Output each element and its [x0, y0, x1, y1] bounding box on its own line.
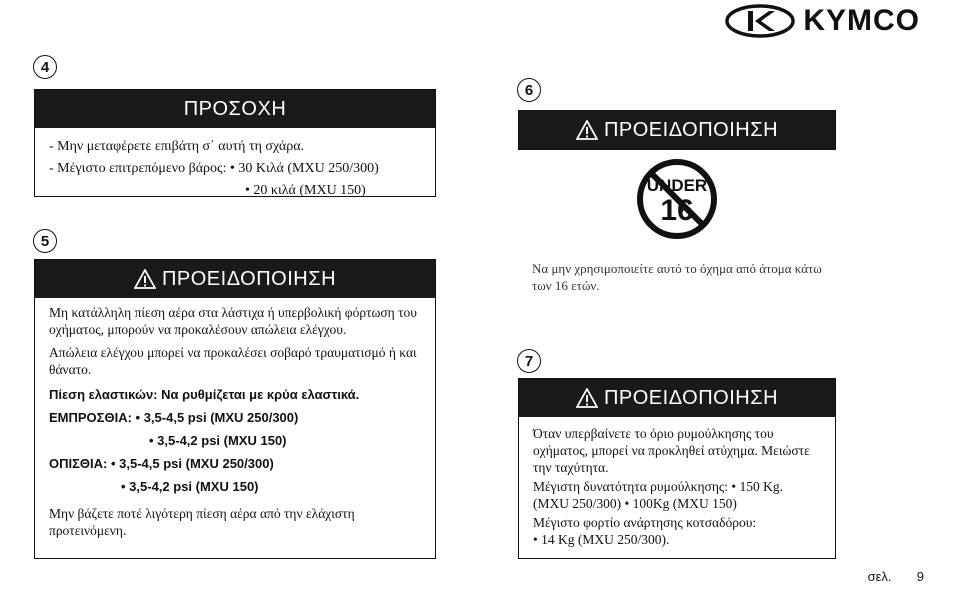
page-label: σελ.: [867, 569, 892, 584]
bullet-icon: •: [731, 479, 740, 494]
section-number: 6: [517, 78, 541, 102]
bullet-icon: •: [624, 496, 633, 511]
pressure-value: 3,5-4,2 psi (MXU 150): [129, 479, 259, 494]
pressure-row: [49, 478, 421, 495]
pressure-value: 3,5-4,2 psi (MXU 150): [157, 433, 287, 448]
pressure-row: [49, 455, 421, 472]
pressure-label: ΕΜΠΡΟΣΘΙΑ:: [49, 410, 132, 425]
weight-value: 30 Κιλά (MXU 250/300): [238, 161, 379, 176]
hitch-value: 14 Kg (MXU 250/300).: [541, 532, 670, 547]
under-16-prohibition-icon: [636, 158, 718, 240]
bullet-icon: •: [229, 161, 239, 176]
section-number: 5: [33, 229, 57, 253]
caution-panel: [34, 89, 436, 197]
warning-panel: [518, 110, 836, 300]
sign-number: 16: [660, 194, 694, 227]
panel-title: ΠΡΟΕΙΔΟΠΟΙΗΣΗ: [603, 118, 779, 141]
bullet-icon: •: [149, 433, 158, 448]
tow-row: [533, 495, 821, 512]
pressure-value: 3,5-4,5 psi (MXU 250/300): [119, 456, 274, 471]
panel-header: [35, 90, 435, 128]
page-number: [868, 569, 924, 584]
tow-label: (MXU 250/300): [533, 496, 622, 511]
brand-logo: [725, 4, 920, 38]
paragraph: Μη κατάλληλη πίεση αέρα στα λάστιχα ή υπερβολική φόρτωση του οχήματος, μπορούν να προκαλέσουν απώλεια ελέγχου.: [49, 305, 417, 337]
warning-panel: [34, 259, 436, 559]
text-line: - Μην μεταφέρετε επιβάτη σ΄ αυτή τη σχάρα.: [49, 139, 305, 154]
tow-value: 150 Kg.: [739, 479, 783, 494]
section-number: 7: [517, 349, 541, 373]
warning-panel: [518, 378, 836, 559]
pressure-value: 3,5-4,5 psi (MXU 250/300): [143, 410, 299, 425]
paragraph: Όταν υπερβαίνετε το όριο ρυμούλκησης του οχήματος, μπορεί να προκληθεί ατύχημα. Μειώστε την ταχύτητα.: [533, 426, 810, 475]
warning-triangle-icon: [576, 388, 598, 408]
warning-triangle-icon: [134, 269, 156, 289]
tow-label: Μέγιστη δυνατότητα ρυμούλκησης:: [533, 479, 728, 494]
tow-row: [533, 478, 821, 495]
weight-label: - Μέγιστο επιτρεπόμενο βάρος:: [49, 161, 227, 176]
warning-triangle-icon: [576, 120, 598, 140]
panel-title: ΠΡΟΕΙΔΟΠΟΙΗΣΗ: [603, 386, 779, 409]
pressure-title: Πίεση ελαστικών: Να ρυθμίζεται με κρύα ελαστικά.: [49, 387, 360, 402]
panel-title: ΠΡΟΣΟΧΗ: [183, 97, 287, 120]
pressure-row: [49, 432, 421, 449]
hitch-row: [533, 531, 821, 548]
caption: Να μην χρησιμοποιείτε αυτό το όχημα από άτομα κάτω των 16 ετών.: [532, 261, 822, 293]
text-line: [49, 180, 421, 202]
weight-value: 20 κιλά (MXU 150): [253, 183, 366, 198]
hitch-label: Μέγιστο φορτίο ανάρτησης κοτσαδόρου:: [533, 515, 757, 530]
panel-header: [519, 379, 835, 417]
section-number: 4: [33, 55, 57, 79]
page-number-value: 9: [916, 569, 924, 584]
tow-value: 100Kg (MXU 150): [632, 496, 737, 511]
paragraph: Μην βάζετε ποτέ λιγότερη πίεση αέρα από την ελάχιστη προτεινόμενη.: [49, 506, 355, 538]
bullet-icon: •: [245, 183, 254, 198]
paragraph: Απώλεια ελέγχου μπορεί να προκαλέσει σοβαρό τραυματισμό ή και θάνατο.: [49, 345, 417, 377]
panel-header: [35, 260, 435, 298]
bullet-icon: •: [121, 479, 130, 494]
pressure-label: ΟΠΙΣΘΙΑ:: [49, 456, 108, 471]
bullet-icon: •: [533, 532, 542, 547]
bullet-icon: •: [135, 410, 144, 425]
panel-title: ΠΡΟΕΙΔΟΠΟΙΗΣΗ: [161, 267, 337, 290]
panel-header: [518, 110, 836, 150]
pressure-row: [49, 409, 421, 426]
brand-wordmark: KYMCO: [803, 4, 920, 37]
text-line: [49, 158, 421, 180]
bullet-icon: •: [110, 456, 120, 471]
sign-text: UNDER: [646, 176, 708, 195]
kymco-emblem-icon: [725, 4, 795, 38]
